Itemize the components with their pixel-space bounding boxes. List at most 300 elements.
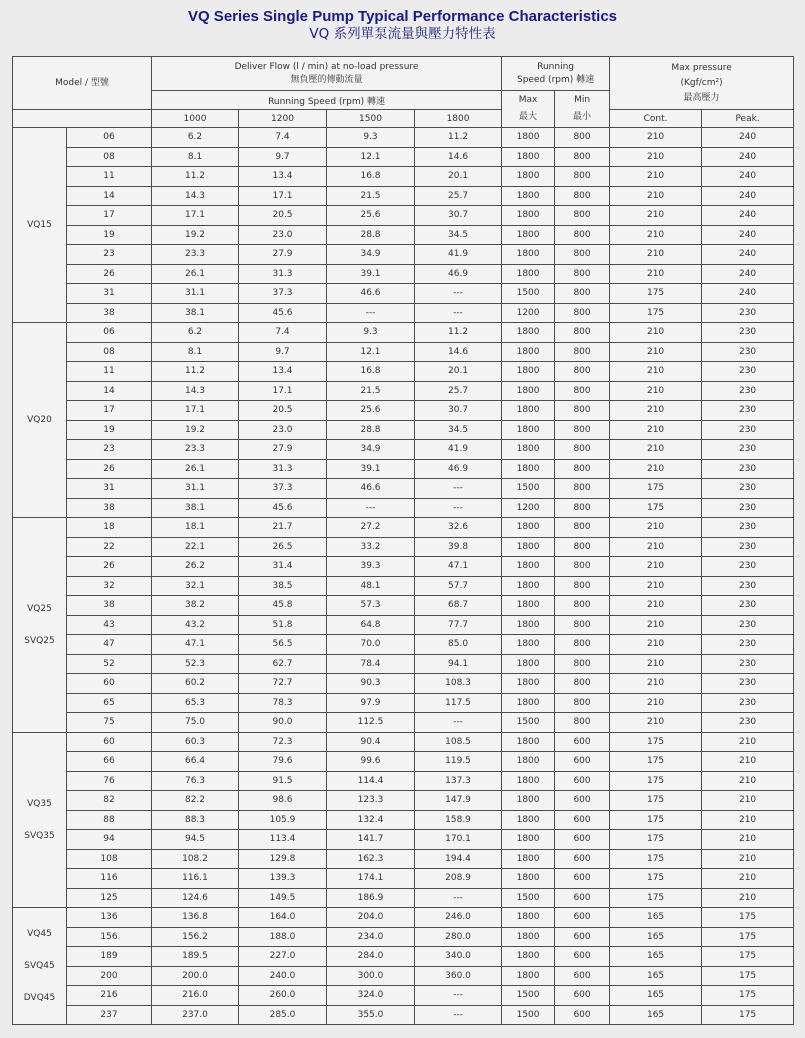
header-running-zh: Speed (rpm) 轉速	[516, 74, 595, 85]
value-cell: 30.7	[415, 401, 502, 421]
value-cell: 45.8	[239, 596, 327, 616]
value-cell: 1800	[502, 654, 555, 674]
size-cell: 17	[67, 401, 152, 421]
value-cell: 175	[702, 1005, 794, 1025]
value-cell: 88.3	[152, 810, 239, 830]
value-cell: 1500	[502, 1005, 555, 1025]
value-cell: 230	[702, 596, 794, 616]
table-row	[13, 167, 794, 187]
value-cell: 11.2	[152, 167, 239, 187]
header-rpm-1500: 1500	[327, 110, 415, 128]
value-cell: 1800	[502, 732, 555, 752]
value-cell: 170.1	[415, 830, 502, 850]
value-cell: 1800	[502, 635, 555, 655]
value-cell: 62.7	[239, 654, 327, 674]
value-cell: 1800	[502, 518, 555, 538]
size-cell: 43	[67, 615, 152, 635]
value-cell: 9.7	[239, 147, 327, 167]
value-cell: 38.1	[152, 303, 239, 323]
value-cell: 210	[702, 752, 794, 772]
value-cell: 158.9	[415, 810, 502, 830]
size-cell: 136	[67, 908, 152, 928]
value-cell: 175	[610, 771, 702, 791]
table-row	[13, 557, 794, 577]
value-cell: 175	[702, 947, 794, 967]
value-cell: 12.1	[327, 147, 415, 167]
value-cell: 1800	[502, 557, 555, 577]
value-cell: 194.4	[415, 849, 502, 869]
value-cell: 285.0	[239, 1005, 327, 1025]
value-cell: 600	[555, 849, 610, 869]
value-cell: 230	[702, 537, 794, 557]
value-cell: 57.7	[415, 576, 502, 596]
value-cell: 230	[702, 479, 794, 499]
value-cell: 600	[555, 1005, 610, 1025]
value-cell: 188.0	[239, 927, 327, 947]
table-row	[13, 635, 794, 655]
value-cell: 210	[702, 732, 794, 752]
table-row	[13, 908, 794, 928]
value-cell: 600	[555, 752, 610, 772]
value-cell: 28.8	[327, 225, 415, 245]
size-cell: 88	[67, 810, 152, 830]
value-cell: 1800	[502, 537, 555, 557]
value-cell: 164.0	[239, 908, 327, 928]
value-cell: 165	[610, 966, 702, 986]
size-cell: 08	[67, 147, 152, 167]
header-min-en: Min	[574, 95, 591, 105]
value-cell: 210	[702, 869, 794, 889]
value-cell: 82.2	[152, 791, 239, 811]
value-cell: 210	[610, 167, 702, 187]
value-cell: 1800	[502, 459, 555, 479]
value-cell: 117.5	[415, 693, 502, 713]
value-cell: 208.9	[415, 869, 502, 889]
value-cell: 800	[555, 401, 610, 421]
value-cell: 8.1	[152, 342, 239, 362]
page-subtitle: VQ 系列單泵流量與壓力特性表	[309, 26, 496, 42]
value-cell: 75.0	[152, 713, 239, 733]
value-cell: 23.0	[239, 420, 327, 440]
value-cell: 19.2	[152, 225, 239, 245]
model-name: VQ35	[27, 798, 52, 809]
value-cell: 800	[555, 147, 610, 167]
value-cell: 1800	[502, 128, 555, 148]
table-row	[13, 713, 794, 733]
value-cell: 136.8	[152, 908, 239, 928]
value-cell: 14.3	[152, 381, 239, 401]
value-cell: 216.0	[152, 986, 239, 1006]
value-cell: 27.2	[327, 518, 415, 538]
value-cell: 25.7	[415, 381, 502, 401]
value-cell: 94.5	[152, 830, 239, 850]
model-name: SVQ45	[24, 961, 55, 971]
value-cell: 112.5	[327, 713, 415, 733]
value-cell: 68.7	[415, 596, 502, 616]
value-cell: 14.6	[415, 147, 502, 167]
value-cell: 14.3	[152, 186, 239, 206]
value-cell: 800	[555, 167, 610, 187]
size-cell: 65	[67, 693, 152, 713]
value-cell: 9.7	[239, 342, 327, 362]
table-row	[13, 264, 794, 284]
value-cell: 1800	[502, 342, 555, 362]
value-cell: 240	[702, 225, 794, 245]
header-min	[555, 91, 610, 128]
value-cell: 210	[610, 635, 702, 655]
value-cell: 600	[555, 986, 610, 1006]
value-cell: 210	[610, 518, 702, 538]
value-cell: 600	[555, 869, 610, 889]
value-cell: 800	[555, 186, 610, 206]
value-cell: 113.4	[239, 830, 327, 850]
model-name: VQ45	[27, 929, 52, 939]
value-cell: 800	[555, 459, 610, 479]
value-cell: 210	[610, 342, 702, 362]
table-row	[13, 537, 794, 557]
table-row	[13, 401, 794, 421]
value-cell: 360.0	[415, 966, 502, 986]
value-cell: 600	[555, 908, 610, 928]
header-cont: Cont.	[610, 110, 702, 128]
value-cell: 800	[555, 206, 610, 226]
value-cell: 210	[702, 849, 794, 869]
performance-table	[12, 56, 794, 1025]
value-cell: 27.9	[239, 245, 327, 265]
value-cell: 800	[555, 323, 610, 343]
value-cell: 6.2	[152, 323, 239, 343]
value-cell: 230	[702, 362, 794, 382]
value-cell: 99.6	[327, 752, 415, 772]
header-max-zh: 最大	[519, 112, 538, 122]
value-cell: 210	[610, 147, 702, 167]
value-cell: 1800	[502, 576, 555, 596]
value-cell: 210	[702, 771, 794, 791]
table-row	[13, 693, 794, 713]
value-cell: 11.2	[152, 362, 239, 382]
size-cell: 18	[67, 518, 152, 538]
table-row	[13, 206, 794, 226]
value-cell: 174.1	[327, 869, 415, 889]
value-cell: 210	[610, 323, 702, 343]
value-cell: 31.3	[239, 264, 327, 284]
size-cell: 26	[67, 264, 152, 284]
value-cell: ---	[327, 498, 415, 518]
value-cell: 129.8	[239, 849, 327, 869]
size-cell: 52	[67, 654, 152, 674]
value-cell: 1800	[502, 206, 555, 226]
value-cell: 26.5	[239, 537, 327, 557]
value-cell: 90.4	[327, 732, 415, 752]
value-cell: 20.5	[239, 206, 327, 226]
value-cell: 165	[610, 947, 702, 967]
size-cell: 11	[67, 362, 152, 382]
size-cell: 19	[67, 225, 152, 245]
size-cell: 26	[67, 557, 152, 577]
value-cell: 94.1	[415, 654, 502, 674]
value-cell: 800	[555, 635, 610, 655]
header-blank	[13, 110, 152, 128]
size-cell: 75	[67, 713, 152, 733]
value-cell: 175	[702, 908, 794, 928]
value-cell: ---	[415, 303, 502, 323]
value-cell: 13.4	[239, 362, 327, 382]
value-cell: 165	[610, 927, 702, 947]
model-group-cell	[13, 732, 67, 908]
value-cell: 65.3	[152, 693, 239, 713]
value-cell: 98.6	[239, 791, 327, 811]
value-cell: 34.9	[327, 440, 415, 460]
value-cell: 210	[610, 420, 702, 440]
value-cell: 175	[610, 830, 702, 850]
table-row	[13, 284, 794, 304]
value-cell: 32.1	[152, 576, 239, 596]
value-cell: 284.0	[327, 947, 415, 967]
value-cell: 600	[555, 966, 610, 986]
value-cell: 1800	[502, 440, 555, 460]
value-cell: 1800	[502, 186, 555, 206]
value-cell: 39.8	[415, 537, 502, 557]
table-row	[13, 966, 794, 986]
value-cell: 137.3	[415, 771, 502, 791]
table-row	[13, 615, 794, 635]
value-cell: 17.1	[239, 381, 327, 401]
value-cell: 1800	[502, 810, 555, 830]
value-cell: 800	[555, 440, 610, 460]
model-name: DVQ45	[23, 993, 56, 1003]
value-cell: 800	[555, 420, 610, 440]
value-cell: 800	[555, 362, 610, 382]
value-cell: 210	[610, 225, 702, 245]
table-row	[13, 323, 794, 343]
value-cell: 210	[702, 810, 794, 830]
size-cell: 200	[67, 966, 152, 986]
value-cell: 210	[610, 128, 702, 148]
value-cell: 20.1	[415, 362, 502, 382]
table-row	[13, 752, 794, 772]
value-cell: 1800	[502, 225, 555, 245]
table-row	[13, 420, 794, 440]
table-row	[13, 732, 794, 752]
size-cell: 66	[67, 752, 152, 772]
value-cell: 800	[555, 713, 610, 733]
value-cell: ---	[415, 888, 502, 908]
value-cell: 210	[610, 459, 702, 479]
value-cell: 227.0	[239, 947, 327, 967]
header-running-en: Running	[537, 61, 574, 72]
value-cell: 175	[610, 791, 702, 811]
value-cell: 39.1	[327, 264, 415, 284]
value-cell: 28.8	[327, 420, 415, 440]
value-cell: 165	[610, 1005, 702, 1025]
value-cell: 230	[702, 635, 794, 655]
value-cell: 800	[555, 264, 610, 284]
value-cell: 175	[610, 888, 702, 908]
value-cell: 1800	[502, 908, 555, 928]
value-cell: 72.7	[239, 674, 327, 694]
value-cell: 600	[555, 791, 610, 811]
size-cell: 116	[67, 869, 152, 889]
value-cell: 14.6	[415, 342, 502, 362]
value-cell: ---	[327, 303, 415, 323]
value-cell: 230	[702, 654, 794, 674]
value-cell: 1800	[502, 147, 555, 167]
model-name: VQ20	[27, 415, 52, 425]
value-cell: 189.5	[152, 947, 239, 967]
value-cell: 51.8	[239, 615, 327, 635]
value-cell: 149.5	[239, 888, 327, 908]
value-cell: 9.3	[327, 323, 415, 343]
value-cell: 60.3	[152, 732, 239, 752]
value-cell: 8.1	[152, 147, 239, 167]
value-cell: 210	[610, 440, 702, 460]
value-cell: 141.7	[327, 830, 415, 850]
value-cell: 1500	[502, 284, 555, 304]
value-cell: 210	[610, 674, 702, 694]
value-cell: 46.6	[327, 284, 415, 304]
table-row	[13, 986, 794, 1006]
size-cell: 11	[67, 167, 152, 187]
value-cell: 7.4	[239, 128, 327, 148]
table-row	[13, 869, 794, 889]
value-cell: 72.3	[239, 732, 327, 752]
page-title: VQ Series Single Pump Typical Performance Characteristics	[187, 8, 618, 25]
value-cell: 600	[555, 732, 610, 752]
table-row	[13, 1005, 794, 1025]
value-cell: 240.0	[239, 966, 327, 986]
value-cell: 175	[610, 869, 702, 889]
value-cell: 17.1	[152, 206, 239, 226]
value-cell: 90.3	[327, 674, 415, 694]
value-cell: 800	[555, 128, 610, 148]
value-cell: 600	[555, 771, 610, 791]
value-cell: 1800	[502, 849, 555, 869]
model-group-cell	[13, 323, 67, 518]
value-cell: 800	[555, 479, 610, 499]
value-cell: 800	[555, 537, 610, 557]
value-cell: 31.3	[239, 459, 327, 479]
value-cell: ---	[415, 986, 502, 1006]
value-cell: 1800	[502, 264, 555, 284]
value-cell: 34.5	[415, 420, 502, 440]
header-flow	[152, 57, 502, 91]
value-cell: 116.1	[152, 869, 239, 889]
value-cell: 31.1	[152, 284, 239, 304]
table-row	[13, 888, 794, 908]
value-cell: 1800	[502, 323, 555, 343]
value-cell: ---	[415, 498, 502, 518]
value-cell: 230	[702, 381, 794, 401]
value-cell: 1200	[502, 498, 555, 518]
value-cell: 9.3	[327, 128, 415, 148]
table-row	[13, 518, 794, 538]
value-cell: 175	[702, 966, 794, 986]
value-cell: 230	[702, 420, 794, 440]
header-peak: Peak.	[702, 110, 794, 128]
value-cell: 175	[610, 732, 702, 752]
value-cell: 66.4	[152, 752, 239, 772]
value-cell: 25.6	[327, 401, 415, 421]
value-cell: 600	[555, 888, 610, 908]
value-cell: 230	[702, 303, 794, 323]
value-cell: 230	[702, 674, 794, 694]
model-name: VQ15	[27, 220, 52, 230]
value-cell: 108.2	[152, 849, 239, 869]
size-cell: 76	[67, 771, 152, 791]
value-cell: 85.0	[415, 635, 502, 655]
value-cell: 175	[610, 303, 702, 323]
value-cell: 26.2	[152, 557, 239, 577]
value-cell: 25.7	[415, 186, 502, 206]
value-cell: 7.4	[239, 323, 327, 343]
value-cell: 800	[555, 576, 610, 596]
value-cell: 1800	[502, 596, 555, 616]
size-cell: 31	[67, 284, 152, 304]
value-cell: 175	[610, 479, 702, 499]
value-cell: 16.8	[327, 362, 415, 382]
value-cell: 234.0	[327, 927, 415, 947]
value-cell: 1500	[502, 986, 555, 1006]
size-cell: 82	[67, 791, 152, 811]
value-cell: 41.9	[415, 440, 502, 460]
value-cell: 70.0	[327, 635, 415, 655]
value-cell: 23.3	[152, 245, 239, 265]
size-cell: 23	[67, 440, 152, 460]
value-cell: 230	[702, 440, 794, 460]
table-row	[13, 245, 794, 265]
value-cell: ---	[415, 713, 502, 733]
value-cell: 240	[702, 245, 794, 265]
header-rpm-1200: 1200	[239, 110, 327, 128]
value-cell: 1800	[502, 167, 555, 187]
header-maxp-en: Max pressure	[671, 62, 732, 73]
value-cell: 77.7	[415, 615, 502, 635]
value-cell: 1800	[502, 947, 555, 967]
table-row	[13, 459, 794, 479]
table-row	[13, 128, 794, 148]
table-row	[13, 849, 794, 869]
size-cell: 38	[67, 596, 152, 616]
value-cell: 39.3	[327, 557, 415, 577]
value-cell: 1800	[502, 401, 555, 421]
value-cell: 800	[555, 225, 610, 245]
value-cell: 52.3	[152, 654, 239, 674]
header-model: Model / 型號	[13, 57, 152, 110]
value-cell: 147.9	[415, 791, 502, 811]
value-cell: 124.6	[152, 888, 239, 908]
value-cell: 800	[555, 245, 610, 265]
size-cell: 94	[67, 830, 152, 850]
value-cell: 64.8	[327, 615, 415, 635]
value-cell: 139.3	[239, 869, 327, 889]
value-cell: 240	[702, 147, 794, 167]
value-cell: 114.4	[327, 771, 415, 791]
table-row	[13, 791, 794, 811]
value-cell: 97.9	[327, 693, 415, 713]
size-cell: 237	[67, 1005, 152, 1025]
value-cell: 210	[610, 401, 702, 421]
value-cell: 123.3	[327, 791, 415, 811]
value-cell: 46.9	[415, 264, 502, 284]
value-cell: 175	[610, 752, 702, 772]
size-cell: 06	[67, 128, 152, 148]
value-cell: 210	[610, 381, 702, 401]
table-row	[13, 303, 794, 323]
value-cell: 210	[610, 186, 702, 206]
value-cell: 280.0	[415, 927, 502, 947]
value-cell: 210	[610, 362, 702, 382]
value-cell: 600	[555, 810, 610, 830]
